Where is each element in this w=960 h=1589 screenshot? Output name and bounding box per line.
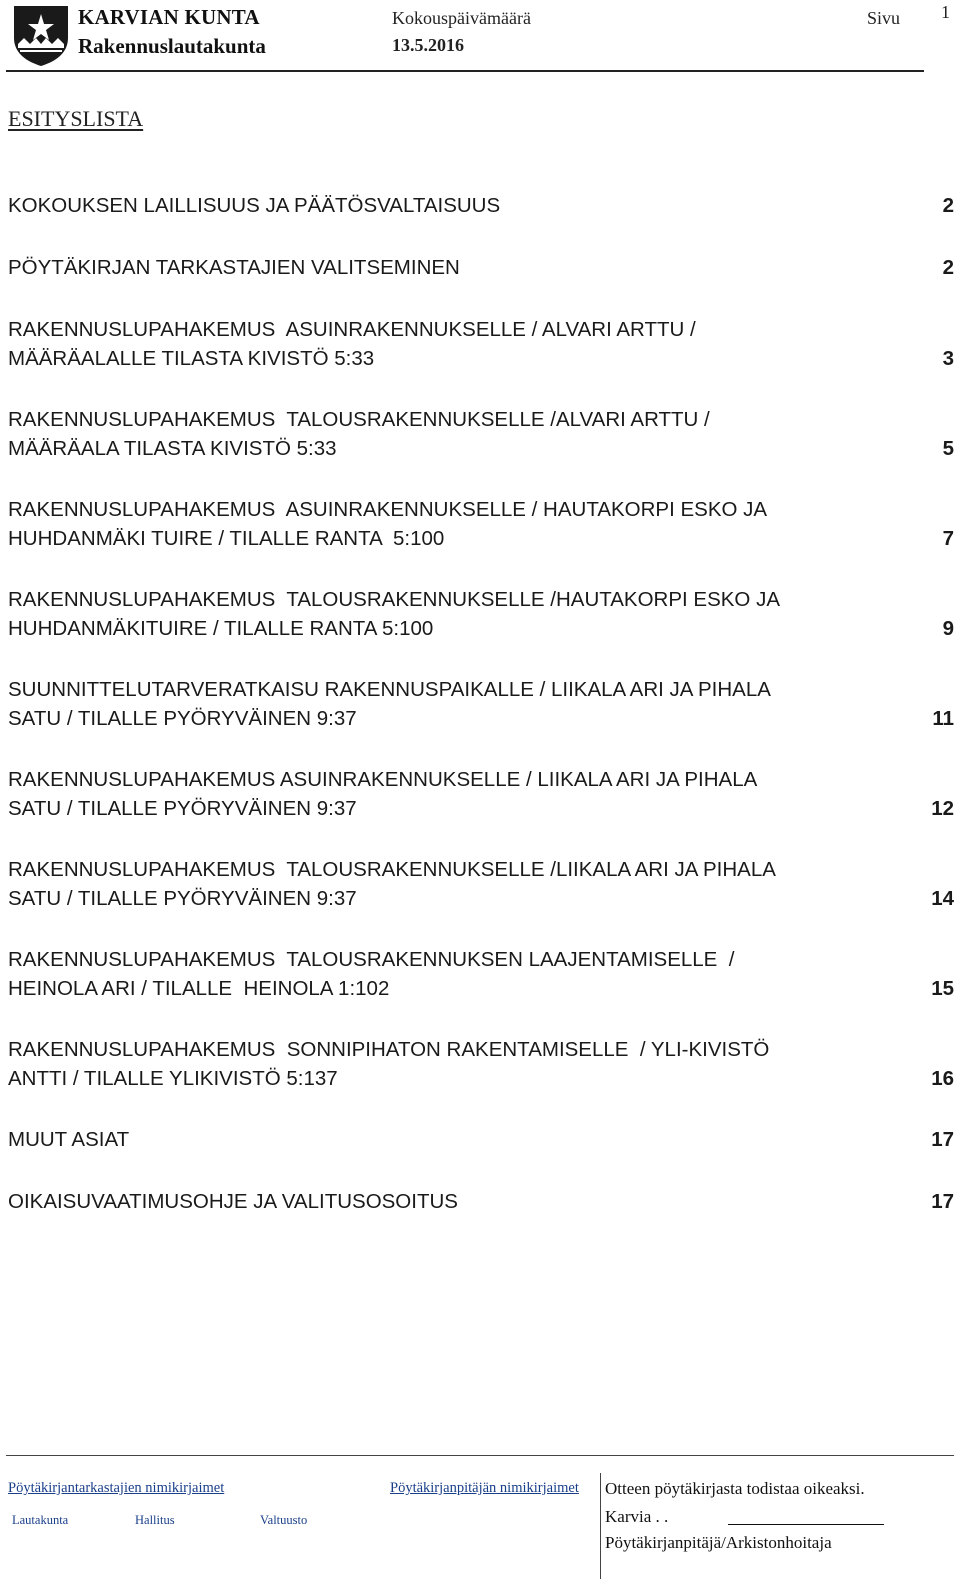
- agenda-item: [8, 1126, 954, 1155]
- agenda-item-page: 9: [942, 616, 954, 640]
- agenda-item-line: SUUNNITTELUTARVERATKAISU RAKENNUSPAIKALLE / LIIKALA ARI JA PIHALA: [8, 678, 771, 701]
- agenda-item: [8, 946, 954, 1003]
- agenda-item-title: [8, 192, 918, 221]
- certification-signer: Pöytäkirjanpitäjä/Arkistonhoitaja: [605, 1533, 832, 1552]
- agenda-item: [8, 856, 954, 913]
- agenda-item-page: 17: [931, 1190, 954, 1213]
- agenda-item-line: HUHDANMÄKI TUIRE / TILALLE RANTA 5:100: [8, 526, 445, 550]
- agenda-item-page: 15: [931, 976, 954, 1000]
- agenda-item-title: [8, 316, 918, 373]
- coat-of-arms-icon: [10, 4, 72, 68]
- agenda-item-line: SATU / TILALLE PYÖRYVÄINEN 9:37: [8, 796, 357, 820]
- agenda-item-line: MÄÄRÄALALLE TILASTA KIVISTÖ 5:33: [8, 346, 375, 370]
- agenda-item-title: [8, 1126, 918, 1155]
- footer-divider: [6, 1455, 954, 1456]
- agenda-item: [8, 496, 954, 553]
- header-divider: [6, 70, 924, 72]
- agenda-item: [8, 254, 954, 283]
- agenda-item-page: 11: [932, 706, 954, 730]
- agenda-item-page: 12: [931, 796, 954, 820]
- agenda-item: [8, 586, 954, 643]
- agenda-item-title: [8, 766, 918, 823]
- agenda-item-title: [8, 254, 918, 283]
- agenda-item-line: RAKENNUSLUPAHAKEMUS TALOUSRAKENNUKSELLE /LIIKALA ARI JA PIHALA: [8, 858, 776, 881]
- agenda-item-title: [8, 496, 918, 553]
- agenda-item-page: 2: [942, 194, 954, 217]
- agenda-item-line: ANTTI / TILALLE YLIKIVISTÖ 5:137: [8, 1066, 338, 1090]
- agenda-item-line: OIKAISUVAATIMUSOHJE JA VALITUSOSOITUS: [8, 1190, 458, 1213]
- agenda-item-line: RAKENNUSLUPAHAKEMUS TALOUSRAKENNUKSELLE /HAUTAKORPI ESKO JA: [8, 588, 780, 611]
- agenda-item-title: [8, 1036, 918, 1093]
- signature-line: [728, 1524, 884, 1525]
- agenda-item-line: PÖYTÄKIRJAN TARKASTAJIEN VALITSEMINEN: [8, 256, 460, 279]
- agenda-item-page: 17: [931, 1128, 954, 1151]
- agenda-item-line: SATU / TILALLE PYÖRYVÄINEN 9:37: [8, 706, 357, 730]
- secretary-initials-label: Pöytäkirjanpitäjän nimikirjaimet: [390, 1480, 579, 1496]
- agenda-item-line: RAKENNUSLUPAHAKEMUS ASUINRAKENNUKSELLE / LIIKALA ARI JA PIHALA: [8, 768, 758, 791]
- agenda-item: [8, 676, 954, 733]
- agenda-item-page: 16: [931, 1066, 954, 1090]
- agenda-item-page: 14: [931, 886, 954, 910]
- date-label: Kokouspäivämäärä: [392, 8, 531, 28]
- agenda-item-line: HUHDANMÄKITUIRE / TILALLE RANTA 5:100: [8, 616, 434, 640]
- agenda-item-page: 2: [942, 256, 954, 279]
- page-label: Sivu: [867, 8, 901, 28]
- certification-statement: Otteen pöytäkirjasta todistaa oikeaksi.: [605, 1479, 865, 1498]
- inspectors-initials-label: Pöytäkirjantarkastajien nimikirjaimet: [8, 1480, 225, 1496]
- agenda-item: [8, 192, 954, 221]
- document-title: ESITYSLISTA: [8, 106, 144, 131]
- agenda-item: [8, 766, 954, 823]
- agenda-item-title: [8, 676, 918, 733]
- agenda-item-line: RAKENNUSLUPAHAKEMUS SONNIPIHATON RAKENTAMISELLE / YLI-KIVISTÖ: [8, 1038, 770, 1061]
- agenda-item-line: RAKENNUSLUPAHAKEMUS TALOUSRAKENNUKSELLE /ALVARI ARTTU /: [8, 408, 710, 431]
- organization-name: KARVIAN KUNTA: [78, 5, 260, 29]
- agenda-item-line: SATU / TILALLE PYÖRYVÄINEN 9:37: [8, 886, 357, 910]
- agenda-item: [8, 1188, 954, 1217]
- org-label-executive: Hallitus: [135, 1513, 175, 1527]
- agenda-item: [8, 1036, 954, 1093]
- agenda-item-title: [8, 856, 918, 913]
- page-number: 1: [941, 2, 950, 22]
- agenda-item-title: [8, 1188, 918, 1217]
- agenda-item-line: RAKENNUSLUPAHAKEMUS ASUINRAKENNUKSELLE / ALVARI ARTTU /: [8, 318, 696, 341]
- agenda-item-title: [8, 946, 918, 1003]
- agenda-item-line: RAKENNUSLUPAHAKEMUS ASUINRAKENNUKSELLE / HAUTAKORPI ESKO JA: [8, 498, 768, 521]
- agenda-item: [8, 316, 954, 373]
- agenda-item-page: 3: [942, 346, 954, 370]
- org-label-board: Lautakunta: [12, 1513, 69, 1527]
- agenda-item-line: RAKENNUSLUPAHAKEMUS TALOUSRAKENNUKSEN LAAJENTAMISELLE /: [8, 948, 735, 971]
- agenda-item-title: [8, 406, 918, 463]
- agenda-item-line: MUUT ASIAT: [8, 1128, 130, 1151]
- committee-name: Rakennuslautakunta: [78, 34, 266, 58]
- agenda-item-line: MÄÄRÄALA TILASTA KIVISTÖ 5:33: [8, 436, 337, 460]
- agenda-item: [8, 406, 954, 463]
- certification-box: [600, 1473, 947, 1579]
- agenda-item-page: 5: [942, 436, 954, 460]
- certification-place-date: Karvia . .: [605, 1507, 669, 1526]
- org-label-council: Valtuusto: [260, 1513, 308, 1527]
- agenda-item-line: KOKOUKSEN LAILLISUUS JA PÄÄTÖSVALTAISUUS: [8, 194, 501, 217]
- agenda-item-page: 7: [942, 526, 954, 550]
- agenda-item-line: HEINOLA ARI / TILALLE HEINOLA 1:102: [8, 976, 390, 1000]
- agenda-item-title: [8, 586, 918, 643]
- meeting-date: 13.5.2016: [392, 35, 464, 55]
